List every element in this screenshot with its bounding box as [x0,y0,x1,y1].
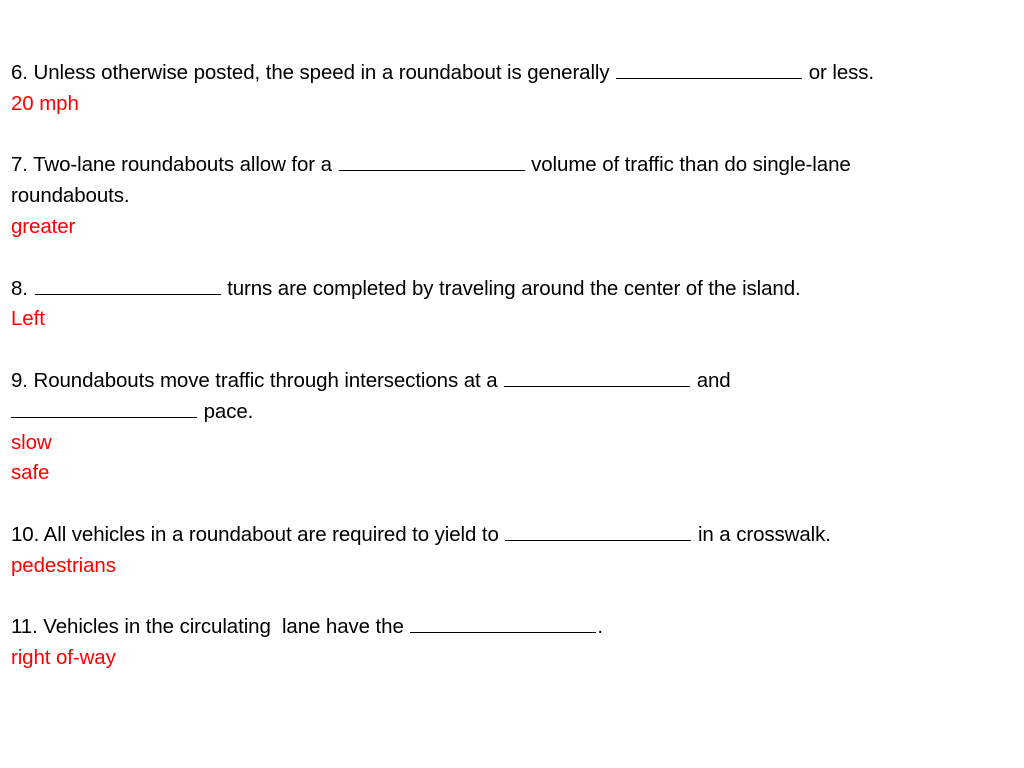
question-8-line-1 [11,274,1011,305]
question-8-text-a: 8. [11,276,34,300]
question-11-answer: right of-way [11,646,116,670]
question-10-text-b: in a crosswalk. [692,522,831,546]
question-10-text-a: 10. All vehicles in a roundabout are required to yield to [11,522,505,546]
fill-in-blank [505,522,691,541]
question-8 [11,274,1011,336]
question-8-answer: Left [11,307,45,331]
question-9-text-a: 9. Roundabouts move traffic through intersections at a [11,368,504,392]
question-10-line-1 [11,520,1011,551]
question-11-text-a: 11. Vehicles in the circulating lane have the [11,615,410,639]
question-10-answer: pedestrians [11,553,116,577]
question-7 [11,150,1011,242]
fill-in-blank [35,276,221,295]
fill-in-blank [616,60,802,79]
question-9 [11,366,1011,489]
question-9-text-c: pace. [198,399,254,423]
question-11 [11,612,1011,674]
question-6-line-1 [11,58,1011,89]
fill-in-blank [410,614,596,633]
question-10 [11,520,1011,582]
question-6 [11,58,1011,120]
quiz-slide [11,58,1011,674]
question-8-text-b: turns are completed by traveling around the center of the island. [221,276,801,300]
question-7-line-2 [11,181,1011,212]
question-7-text-b: volume of traffic than do single-lane [525,153,851,177]
question-9-answer-1: slow [11,430,52,454]
question-11-line-1 [11,612,1011,643]
question-6-answer: 20 mph [11,91,79,115]
question-9-text-b: and [691,368,731,392]
fill-in-blank [11,399,197,418]
question-7-answer: greater [11,214,76,238]
question-9-line-1 [11,366,1011,397]
question-6-text-a: 6. Unless otherwise posted, the speed in a roundabout is generally [11,61,616,84]
question-7-line-1 [11,150,1011,181]
question-9-answer-2: safe [11,461,50,485]
question-11-text-b: . [597,615,603,639]
question-7-text-c: roundabouts. [11,184,130,208]
question-6-text-b: or less. [803,61,875,84]
fill-in-blank [504,368,690,387]
fill-in-blank [339,152,525,171]
question-7-text-a: 7. Two-lane roundabouts allow for a [11,153,338,177]
question-9-line-2 [11,397,1011,428]
